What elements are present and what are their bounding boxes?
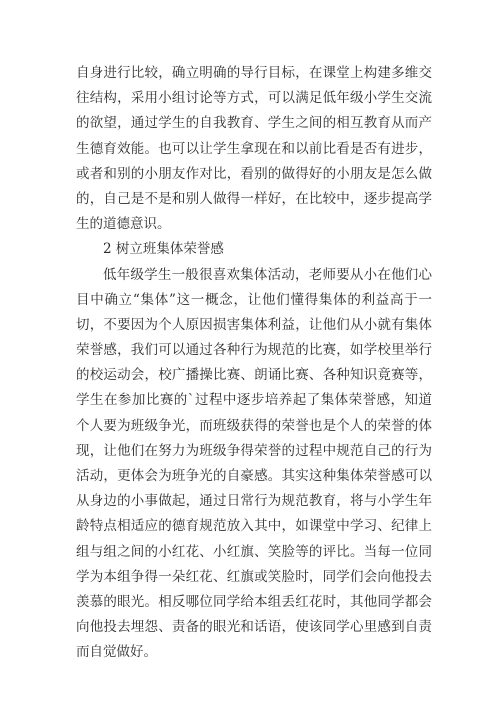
paragraph-line: 荣誉感，我们可以通过各种行为规范的比赛，如学校里举行: [76, 342, 432, 359]
paragraph-line: 羡慕的眼光。相反哪位同学给本组丢红花时，其他同学都会: [76, 593, 432, 610]
paragraph-line: 往结构，采用小组讨论等方式，可以满足低年级小学生交流: [76, 90, 432, 107]
paragraph-line: 目中确立“集体”这一概念，让他们懂得集体的利益高于一: [76, 291, 432, 308]
paragraph-line: 低年级学生一般很喜欢集体活动，老师要从小在他们心: [103, 266, 432, 283]
paragraph-line: 个人要为班级争光，而班级获得的荣誉也是个人的荣誉的体: [76, 417, 432, 434]
paragraph-line: 的校运动会，校广播操比赛、朗诵比赛、各种知识竟赛等，: [76, 367, 432, 384]
paragraph-line: 学为本组争得一朵红花、红旗或笑脸时，同学们会向他投去: [76, 568, 432, 585]
paragraph-line: 现，让他们在努力为班级争得荣誉的过程中规范自己的行为: [76, 442, 432, 459]
paragraph-line: 生德育效能。也可以让学生拿现在和以前比看是否有进步，: [76, 140, 432, 157]
paragraph-line: 或者和别的小朋友作对比，看别的做得好的小朋友是怎么做: [76, 165, 432, 182]
paragraph-line: 的，自己是不是和别人做得一样好，在比较中，逐步提高学: [76, 190, 432, 207]
paragraph-line: 而自觉做好。: [76, 644, 157, 661]
paragraph-line: 组与组之间的小红花、小红旗、笑脸等的评比。当每一位同: [76, 543, 432, 560]
paragraph-line: 切，不要因为个人原因损害集体利益，让他们从小就有集体: [76, 316, 432, 333]
paragraph-line: 龄特点相适应的德育规范放入其中，如课堂中学习、纪律上: [76, 518, 432, 535]
paragraph-line: 生的道德意识。: [76, 216, 171, 233]
paragraph-line: 自身进行比较，确立明确的导行目标，在课堂上构建多维交: [76, 65, 432, 81]
body-text: [76, 61, 432, 666]
paragraph-line: 学生在参加比赛的`过程中逐步培养起了集体荣誉感，知道: [76, 392, 432, 409]
paragraph-line: 向他投去埋怨、责备的眼光和话语，使该同学心里感到自责: [76, 619, 432, 636]
paragraph-line: 活动，更体会为班争光的自豪感。其实这种集体荣誉感可以: [76, 468, 432, 484]
paragraph-line: 从身边的小事做起，通过日常行为规范教育，将与小学生年: [76, 493, 432, 510]
paragraph-line: 的欲望，通过学生的自我教育、学生之间的相互教育从而产: [76, 115, 432, 132]
section-heading: 2 树立班集体荣誉感: [103, 241, 224, 258]
